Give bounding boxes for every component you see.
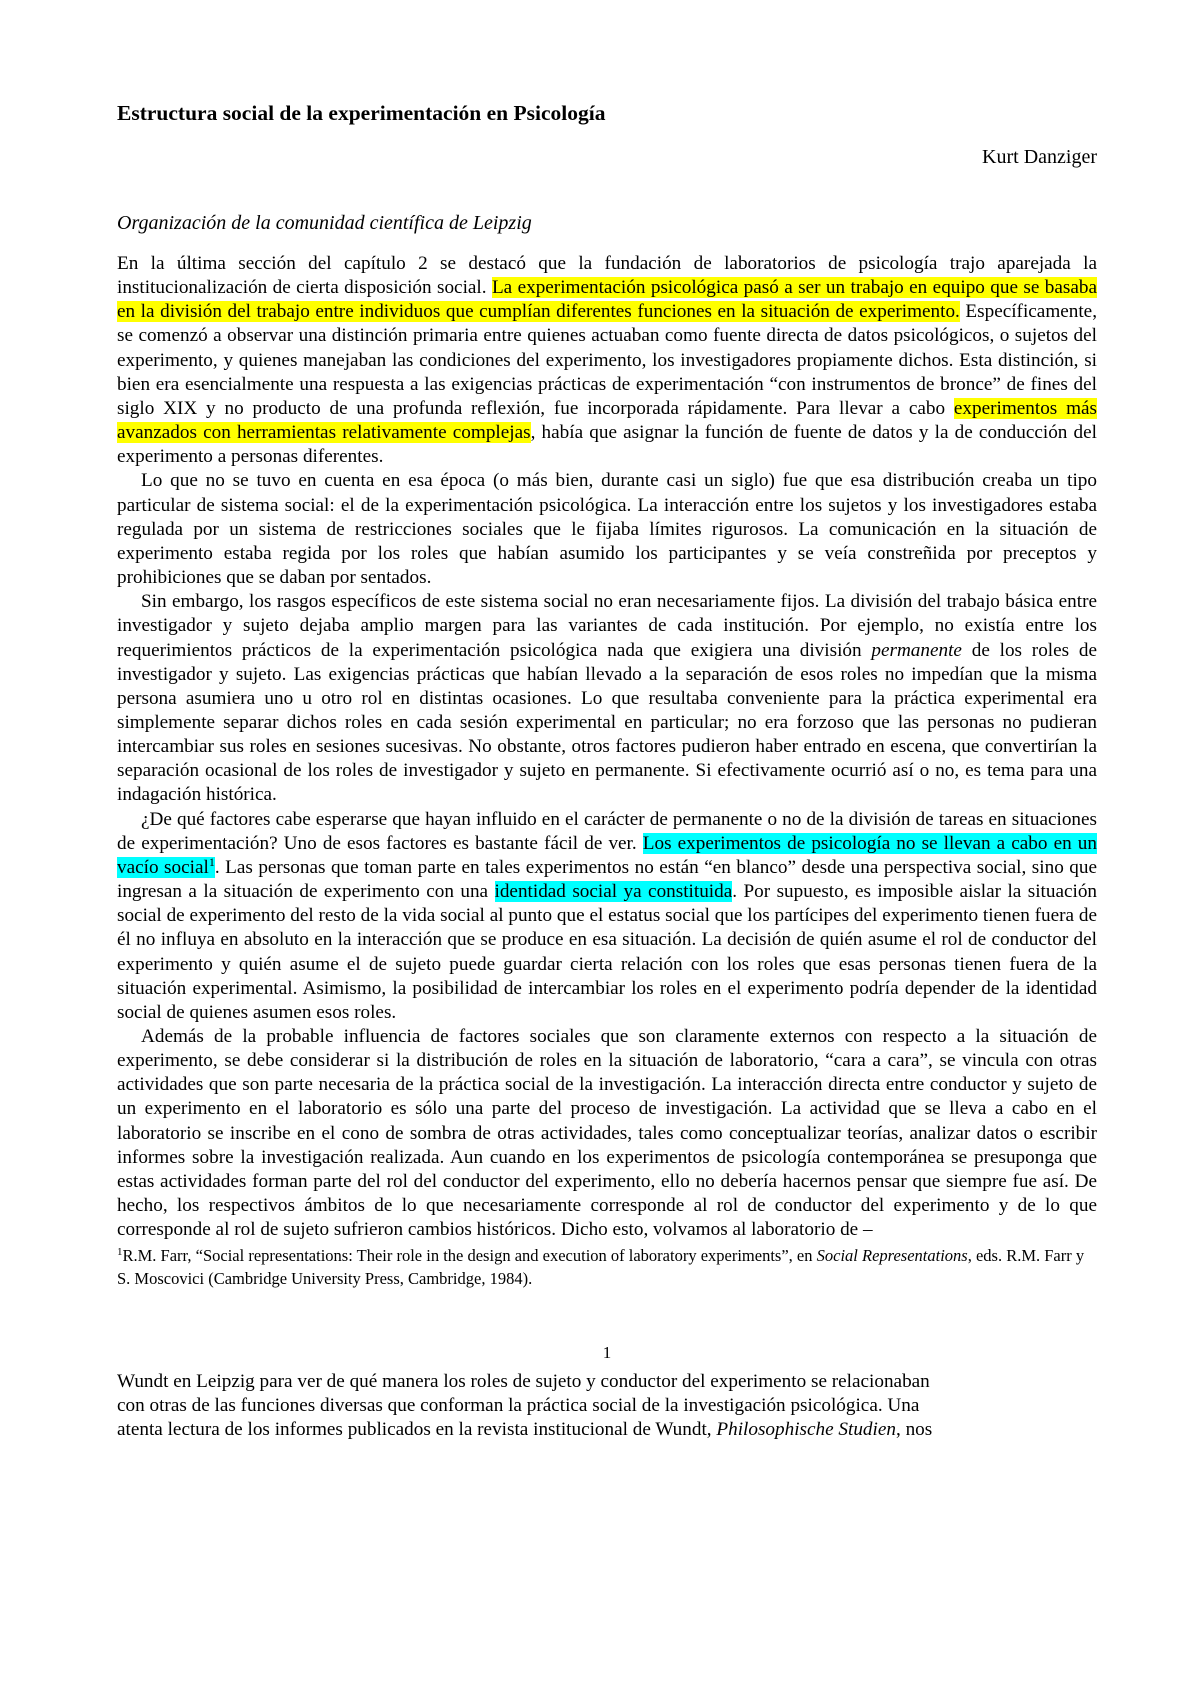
text-run: atenta lectura de los informes publicados en la revista institucional de Wundt, <box>117 1419 717 1441</box>
footnote-emphasis: Social Representations <box>816 1246 968 1266</box>
page-number: 1 <box>602 1343 612 1363</box>
emphasis: permanente <box>871 639 962 661</box>
author-name: Kurt Danziger <box>982 146 1097 168</box>
section-heading: Organización de la comunidad científica de Leipzig <box>117 212 532 234</box>
footnote-reference[interactable]: 1 <box>208 854 215 869</box>
emphasis: Philosophische Studien <box>716 1419 896 1441</box>
text-run: ¿De qué factores cabe esperarse que hayan influido en el carácter de permanente o no de la división de tareas en situaciones de experimentación? Uno de esos factores es bastante fácil de ver. <box>117 808 1097 854</box>
text-run: , había que asignar la función de fuente de datos y la de conducción del experimento a personas diferentes. <box>117 422 1097 468</box>
paragraph-4 <box>117 808 1097 1025</box>
document-title: Estructura social de la experimentación en Psicología <box>117 101 606 125</box>
yellow-highlight: La experimentación psicológica pasó a ser un trabajo en equipo que se basaba en la división del trabajo entre individuos que cumplían diferentes funciones en la situación de experimento. <box>117 277 1097 323</box>
paragraph-3 <box>117 590 1097 807</box>
footnote <box>117 1244 1097 1290</box>
paragraph-5: Además de la probable influencia de factores sociales que son claramente externos con respecto a la situación de experimento, se debe considerar si la distribución de roles en la situación de laboratorio, “cara a cara”, se vincula con otras actividades que son parte necesaria de la práctica social de la investigación. La interacción directa entre conductor y sujeto de un experimento en el laboratorio es sólo una parte del proceso de investigación. La actividad que se lleva a cabo en el laboratorio se inscribe en el cono de sombra de otras actividades, tales como conceptualizar teorías, analizar datos o escribir informes sobre la investigación realizada. Aun cuando en los experimentos de psicología contemporánea se presuponga que estas actividades forman parte del rol del conductor del experimento, ello no debería hacernos pensar que siempre fue así. De hecho, los respectivos ámbitos de lo que necesariamente corresponde al rol de conductor del experimento y de lo que corresponde al rol de sujeto sufrieron cambios históricos. Dicho esto, volvamos al laboratorio de – <box>117 1026 1097 1241</box>
continuation-line <box>117 1418 1097 1442</box>
text-run: . Las personas que toman parte en tales experimentos no están “en blanco” desde una perspectiva social, sino que ingresan a la situación de experimento con una <box>117 856 1097 903</box>
cyan-highlight: identidad social ya constituida <box>494 881 733 903</box>
footnote-number: 1 <box>117 1246 123 1259</box>
text-run: de los roles de investigador y sujeto. Las exigencias prácticas que habían llevado a la separación de esos roles no impedían que la misma persona asumiera uno u otro rol en distintas ocasiones. Lo que resultaba conveniente para la práctica experimental era simplemente separar dichos roles en cada sesión experimental en particular; no era forzoso que las personas no pudieran intercambiar sus roles en sesiones sucesivas. No obstante, otros factores pudieron haber entrado en escena, que convertirían la separación ocasional de los roles de investigador y sujeto en permanente. Si efectivamente ocurrió así o no, es tema para una indagación histórica. <box>117 639 1097 806</box>
paragraph-1 <box>117 252 1097 469</box>
document-page <box>117 100 1097 1442</box>
text-run: Específicamente, se comenzó a observar una distinción primaria entre quienes actuaban como fuente directa de datos psicológicos, o sujetos del experimento, y quienes manejaban las condiciones del experimento, los investigadores propiamente dichos. Esta distinción, si bien era esencialmente una respuesta a las exigencias prácticas de experimentación “con instrumentos de bronce” de fines del siglo XIX y no producto de una profunda reflexión, fue incorporada rápidamente. Para llevar a cabo <box>117 301 1097 419</box>
text-run: En la última sección del capítulo 2 se destacó que la fundación de laboratorios de psicología trajo aparejada la institucionalización de cierta disposición social. <box>117 253 1097 299</box>
footnote-text: , eds. R.M. Farr y S. Moscovici (Cambridge University Press, Cambridge, 1984). <box>117 1246 1085 1289</box>
text-run: Sin embargo, los rasgos específicos de este sistema social no eran necesariamente fijos. La división del trabajo básica entre investigador y sujeto dejaba amplio margen para las variantes de cada institución. Por ejemplo, no existía entre los requerimientos prácticos de la experimentación psicológica nada que exigiera una división <box>117 591 1097 661</box>
footnote-text: R.M. Farr, “Social representations: Their role in the design and execution of laboratory experiments”, en <box>122 1246 817 1266</box>
highlighted-text: Los experimentos de psicología no se llevan a cabo en un vacío social <box>117 832 1097 878</box>
paragraph-2: Lo que no se tuvo en cuenta en esa época (o más bien, durante casi un siglo) fue que esa distribución creaba un tipo particular de sistema social: el de la experimentación psicológica. La interacción entre los sujetos y los investigadores estaba regulada por un sistema de restricciones sociales que le fijaba límites rigurosos. La comunicación en la situación de experimento estaba regida por los roles que habían asumido los participantes y se veía constreñida por preceptos y prohibiciones que se daban por sentados. <box>117 470 1097 589</box>
continuation-text <box>117 1370 1097 1442</box>
text-run: , nos <box>895 1419 933 1441</box>
yellow-highlight: experimentos más avanzados con herramientas relativamente complejas <box>117 397 1098 444</box>
text-run: . Por supuesto, es imposible aislar la situación social de experimento del resto de la vida social al punto que el estatus social que los partícipes del experimento tienen fuera de él no influya en absoluto en la interacción que se produce en esa situación. La decisión de quién asume el rol de conductor del experimento y quién asume el de sujeto puede guardar cierta relación con los roles que esas personas tienen fuera de la situación experimental. Asimismo, la posibilidad de intercambiar los roles en el experimento podría depender de la identidad social de quienes asumen esos roles. <box>117 881 1098 1023</box>
continuation-line: con otras de las funciones diversas que conforman la práctica social de la investigación psicológica. Una <box>117 1395 920 1417</box>
continuation-line: Wundt en Leipzig para ver de qué manera los roles de sujeto y conductor del experimento se relacionaban <box>117 1371 930 1393</box>
